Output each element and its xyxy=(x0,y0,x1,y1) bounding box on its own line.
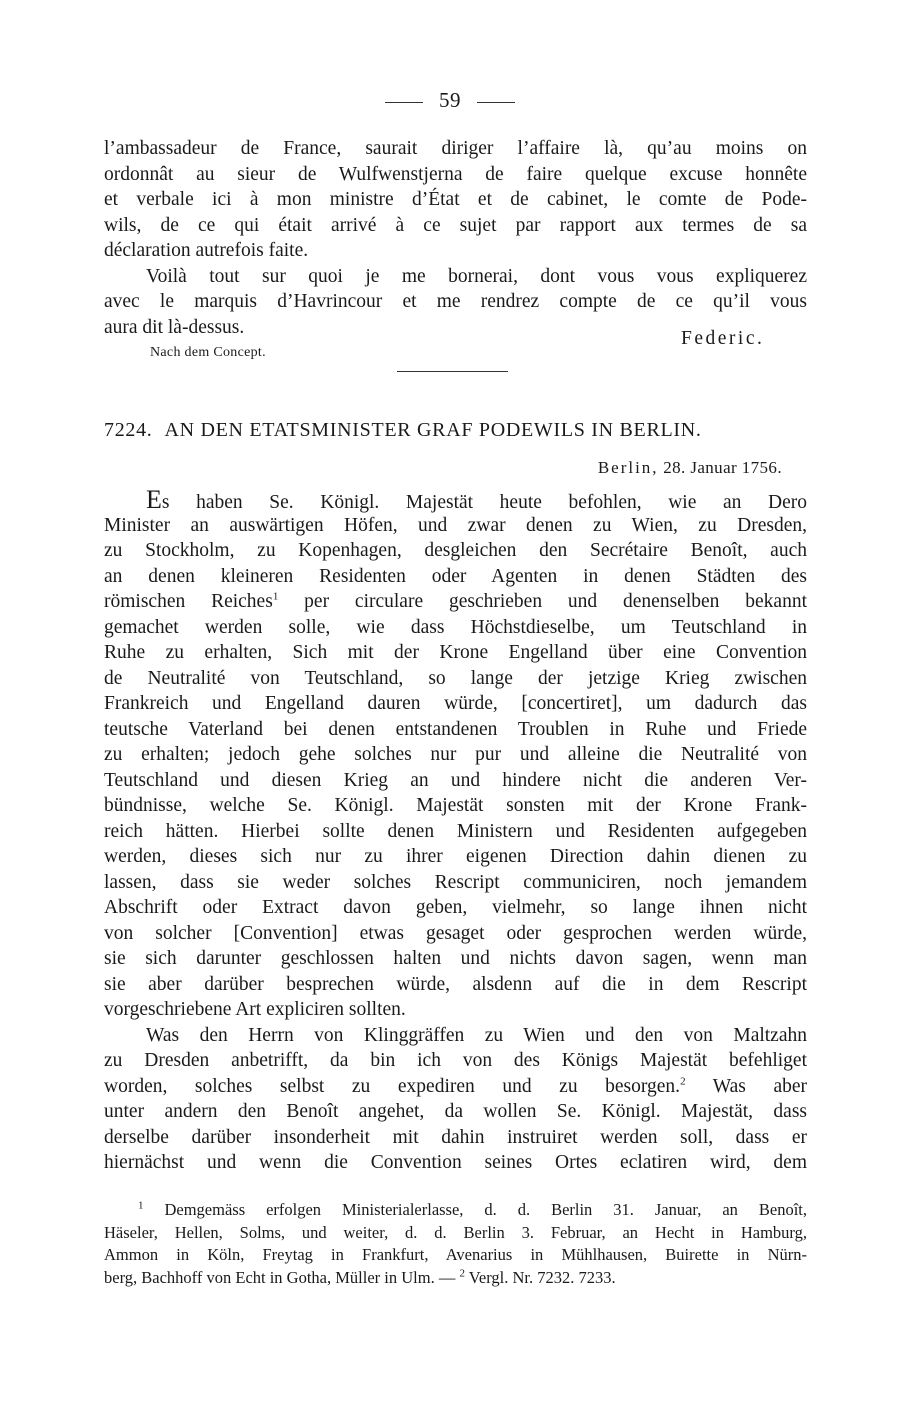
section-divider xyxy=(397,371,508,372)
footnote-line xyxy=(104,1199,807,1222)
text-line: l’ambassadeur de France, saurait diriger l’affaire là, qu’au moins on xyxy=(104,138,807,159)
text-line: derselbe darüber insonderheit mit dahin instruiret werden soll, dass er xyxy=(104,1126,807,1148)
footnote-line: Ammon in Köln, Freytag in Frankfurt, Avenarius in Mühlhausen, Buirette in Nürn- xyxy=(104,1245,807,1264)
text-line: bündnisse, welche Se. Königl. Majestät sonsten mit der Krone Frank- xyxy=(104,795,807,816)
text-line: vorgeschriebene Art expliciren sollten. xyxy=(104,999,406,1020)
text-line: gemachet werden solle, wie dass Höchstdieselbe, um Teutschland in xyxy=(104,616,807,638)
page-number-header xyxy=(0,88,900,113)
text-run: Vergl. Nr. 7232. 7233. xyxy=(464,1267,616,1287)
text-run: römischen Reiches xyxy=(104,591,273,612)
letter-title: AN DEN ETATSMINISTER GRAF PODEWILS IN BERLIN. xyxy=(164,419,702,441)
text-line: an denen kleineren Residenten oder Agenten in denen Städten des xyxy=(104,565,807,587)
text-line: Was den Herrn von Klinggräffen zu Wien und den von Maltzahn xyxy=(146,1024,807,1046)
text-line xyxy=(104,487,807,513)
text-line: zu Dresden anbetrifft, da bin ich von des Königs Majestät befehliget xyxy=(104,1050,807,1071)
text-run: berg, Bachhoff von Echt in Gotha, Müller in Ulm. — xyxy=(104,1267,460,1287)
text-line: lassen, dass sie weder solches Rescript communiciren, noch jemandem xyxy=(104,871,807,893)
text-line: Voilà tout sur quoi je me bornerai, dont vous vous expliquerez xyxy=(146,265,807,287)
initial-letter: E xyxy=(146,485,162,514)
continuation-paragraph xyxy=(104,136,807,340)
footnote-ref: 2 xyxy=(680,1075,686,1087)
text-run: Was aber xyxy=(685,1075,808,1097)
source-note: Nach dem Concept. xyxy=(150,345,266,360)
text-line: aura dit là-dessus. xyxy=(104,316,245,338)
footnotes xyxy=(104,1199,807,1289)
text-line: déclaration autrefois faite. xyxy=(104,240,309,261)
text-line: ordonnât au sieur de Wulfwenstjerna de faire quelque excuse honnête xyxy=(104,163,807,185)
footnote-ref: 1 xyxy=(272,590,279,603)
text-line: wils, de ce qui était arrivé à ce sujet par rapport aux termes de sa xyxy=(104,214,807,236)
text-run: per circulare geschrieben und denenselben bekannt xyxy=(278,591,807,612)
signature: Federic. xyxy=(681,328,765,349)
text-line: werden, dieses sich nur zu ihrer eigenen Direction dahin dienen zu xyxy=(104,846,807,867)
header-dash-right xyxy=(477,102,515,103)
footnote-line: Häseler, Hellen, Solms, und weiter, d. d. Berlin 3. Februar, an Hecht in Hamburg, xyxy=(104,1222,807,1242)
text-line: reich hätten. Hierbei sollte denen Ministern und Residenten aufgegeben xyxy=(104,820,807,842)
text-line: Abschrift oder Extract davon geben, vielmehr, so lange ihnen nicht xyxy=(104,897,807,918)
footnote-marker: 1 xyxy=(138,1199,144,1212)
letter-body xyxy=(104,487,807,1176)
footnote-line xyxy=(104,1267,807,1290)
text-line: hiernächst und wenn die Convention seines Ortes eclatiren wird, dem xyxy=(104,1152,807,1173)
dateline xyxy=(598,458,782,478)
text-line: et verbale ici à mon ministre d’État et de cabinet, le comte de Pode- xyxy=(104,189,807,210)
text-line xyxy=(104,589,807,615)
text-line: unter andern den Benoît angehet, da wollen Se. Königl. Majestät, dass xyxy=(104,1101,807,1122)
text-line xyxy=(104,1074,807,1100)
text-line: zu Stockholm, zu Kopenhagen, desgleichen den Secrétaire Benoît, auch xyxy=(104,540,807,561)
text-line: sie sich darunter geschlossen halten und nichts davon sagen, wenn man xyxy=(104,948,807,969)
text-run: worden, solches selbst zu expediren und zu besorgen. xyxy=(104,1075,681,1097)
letter-number: 7224. xyxy=(104,419,153,441)
dateline-date: 28. Januar 1756. xyxy=(663,458,782,477)
text-line: Minister an auswärtigen Höfen, und zwar denen zu Wien, zu Dresden, xyxy=(104,514,807,536)
text-line: zu erhalten; jedoch gehe solches nur pur und alleine die Neutralité von xyxy=(104,744,807,765)
text-line: Ruhe zu erhalten, Sich mit der Krone Engelland über eine Convention xyxy=(104,642,807,663)
header-dash-left xyxy=(385,102,423,103)
footnote-marker: 2 xyxy=(459,1267,465,1279)
text-run: s haben Se. Königl. Majestät heute befohlen, wie an Dero xyxy=(161,492,807,513)
text-line: von solcher [Convention] etwas gesaget oder gesprochen werden würde, xyxy=(104,922,807,944)
text-line: Frankreich und Engelland dauren würde, [concertiret], um dadurch das xyxy=(104,693,807,714)
dateline-place: Berlin, xyxy=(597,458,659,477)
text-line: sie aber darüber besprechen würde, alsdenn auf die in dem Rescript xyxy=(104,973,807,995)
text-line: avec le marquis d’Havrincour et me rendrez compte de ce qu’il vous xyxy=(104,291,807,312)
text-line: de Neutralité von Teutschland, so lange der jetzige Krieg zwischen xyxy=(104,667,807,689)
letter-heading xyxy=(104,419,807,442)
text-line: Teutschland und diesen Krieg an und hindere nicht die anderen Ver- xyxy=(104,769,807,791)
text-line: teutsche Vaterland bei denen entstandenen Troublen in Ruhe und Friede xyxy=(104,718,807,740)
page-number: 59 xyxy=(439,88,461,112)
text-run: Demgemäss erfolgen Ministerialerlasse, d. d. Berlin 31. Januar, an Benoît, xyxy=(164,1200,807,1219)
